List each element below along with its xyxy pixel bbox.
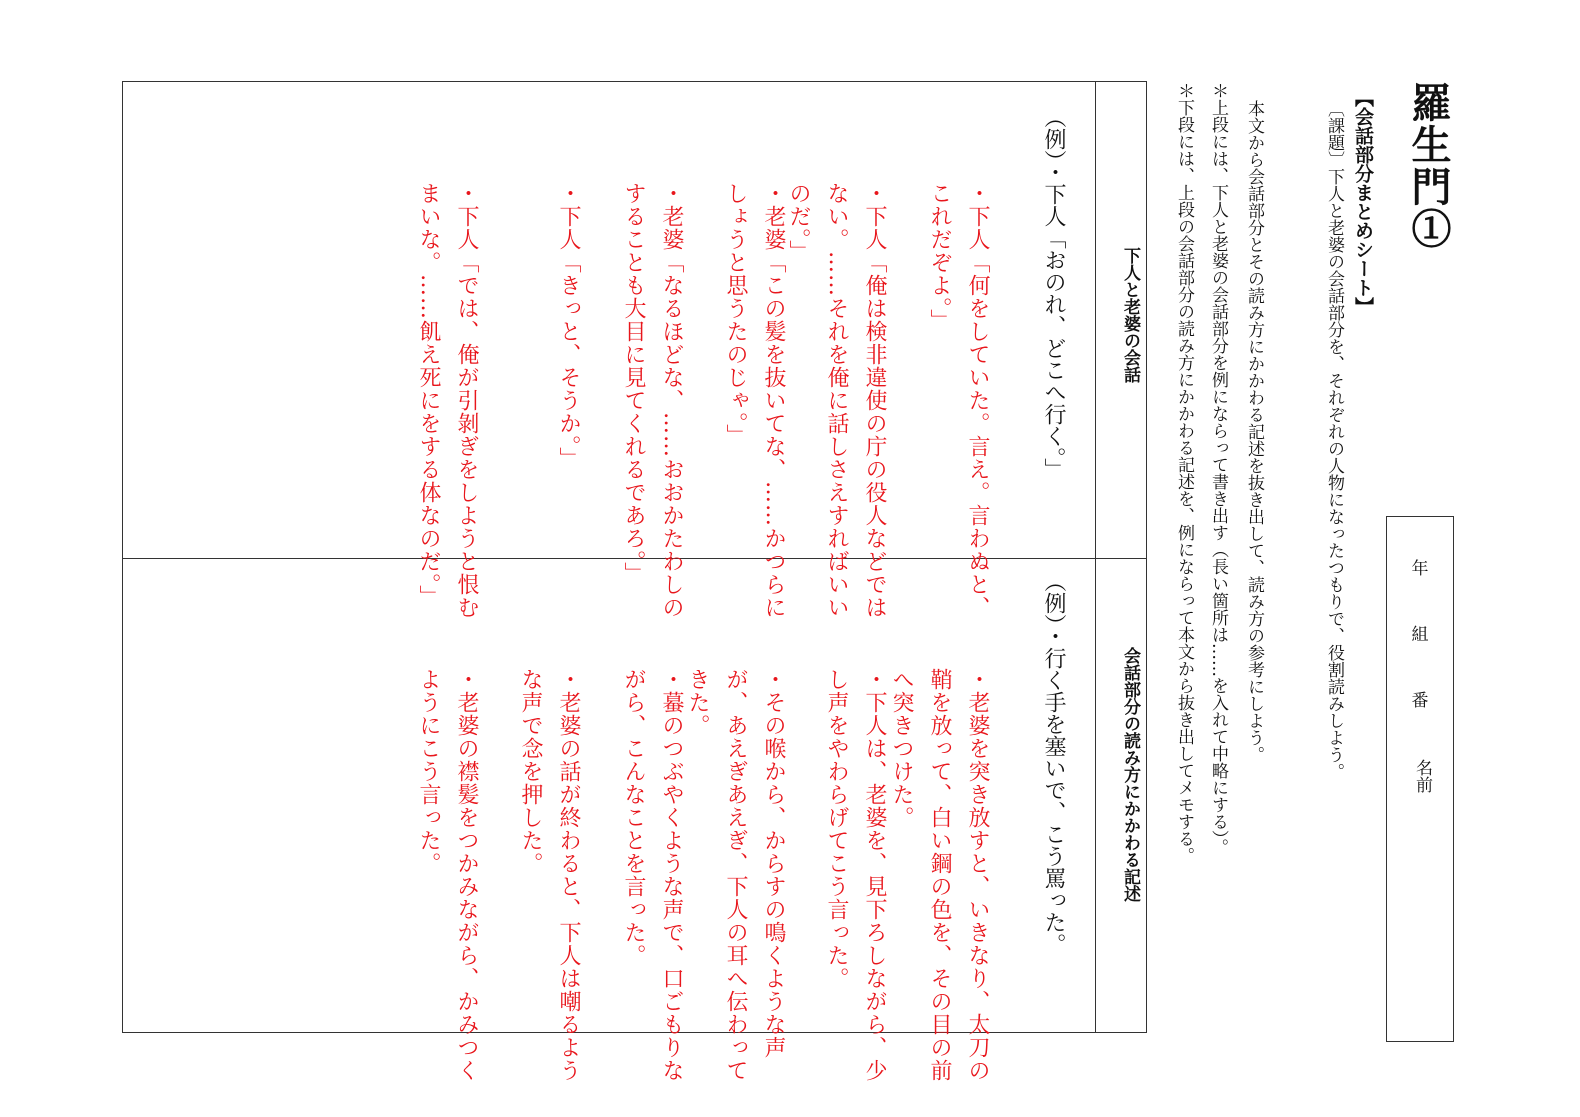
sheet-subtitle: 【会話部分まとめシート】 bbox=[1352, 88, 1374, 316]
heading-divider bbox=[1095, 82, 1096, 1032]
dialogue-entry: ・下人「何をしていた。言え。言わぬと、これだぞよ。」 bbox=[927, 182, 990, 619]
page-title: 羅生門① bbox=[1405, 82, 1452, 250]
worksheet-table bbox=[122, 81, 1147, 1082]
dialogue-entry: ・下人「俺は検非違使の庁の役人などではない。……それを俺に話しさえすればいいのだ。」 bbox=[786, 182, 887, 619]
dialogue-entry: ・老婆「この髪を抜いてな、……かつらにしょうと思うたのじゃ。」 bbox=[723, 182, 786, 619]
name-box[interactable] bbox=[1386, 516, 1454, 1042]
description-entry: ・老婆の話が終わると、下人は嘲るような声で念を押した。 bbox=[518, 668, 581, 1082]
name-field-name: 名前 bbox=[1412, 759, 1432, 793]
task-text: 〔課題〕下人と老婆の会話部分を、それぞれの人物になったつもりで、役割読みしよう。 bbox=[1324, 100, 1344, 780]
description-entry: ・その喉から、からすの鳴くような声が、あえぎあえぎ、下人の耳へ伝わってきた。 bbox=[685, 668, 786, 1082]
name-field-class: 組 bbox=[1411, 625, 1429, 645]
description-entry: ・老婆を突き放すと、いきなり、太刀の鞘を放って、白い鋼の色を、その目の前へ突きつけた。 bbox=[889, 668, 990, 1082]
dialogue-entry: ・老婆「なるほどな、……おおかたわしのすることも大目に見てくれるであろ。」 bbox=[621, 182, 684, 619]
description-entry: ・下人は、老婆を、見下ろしながら、少し声をやわらげてこう言った。 bbox=[824, 668, 887, 1082]
description-entry: ・蟇のつぶやくような声で、口ごもりながら、こんなことを言った。 bbox=[621, 668, 684, 1082]
description-entry: ・老婆の襟髪をつかみながら、かみつくようにこう言った。 bbox=[416, 668, 479, 1082]
top-heading: 下人と老婆の会話 bbox=[1120, 247, 1140, 383]
name-field-year: 年 bbox=[1411, 559, 1429, 579]
name-field-number: 番 bbox=[1411, 691, 1429, 711]
instruction-2: ＊上段には、下人と老婆の会話部分を例にならって書き出す（長い箇所は……を入れて中略にする）。 bbox=[1208, 82, 1228, 856]
bottom-example: （例）・行く手を塞いで、こう罵った。 bbox=[1041, 570, 1066, 955]
instruction-3: ＊下段には、上段の会話部分の読み方にかかわる記述を、例にならって本文から抜き出してメモする。 bbox=[1174, 82, 1194, 864]
bottom-heading: 会話部分の読み方にかかわる記述 bbox=[1120, 647, 1140, 902]
instruction-1: 本文から会話部分とその読み方にかかわる記述を抜き出して、読み方の参考にしよう。 bbox=[1244, 100, 1264, 763]
dialogue-entry: ・下人「では、俺が引剝ぎをしようと恨むまいな。……飢え死にをする体なのだ。」 bbox=[416, 182, 479, 619]
top-example: （例）・下人「おのれ、どこへ行く。」 bbox=[1041, 106, 1066, 480]
dialogue-entry: ・下人「きっと、そうか。」 bbox=[556, 182, 581, 470]
